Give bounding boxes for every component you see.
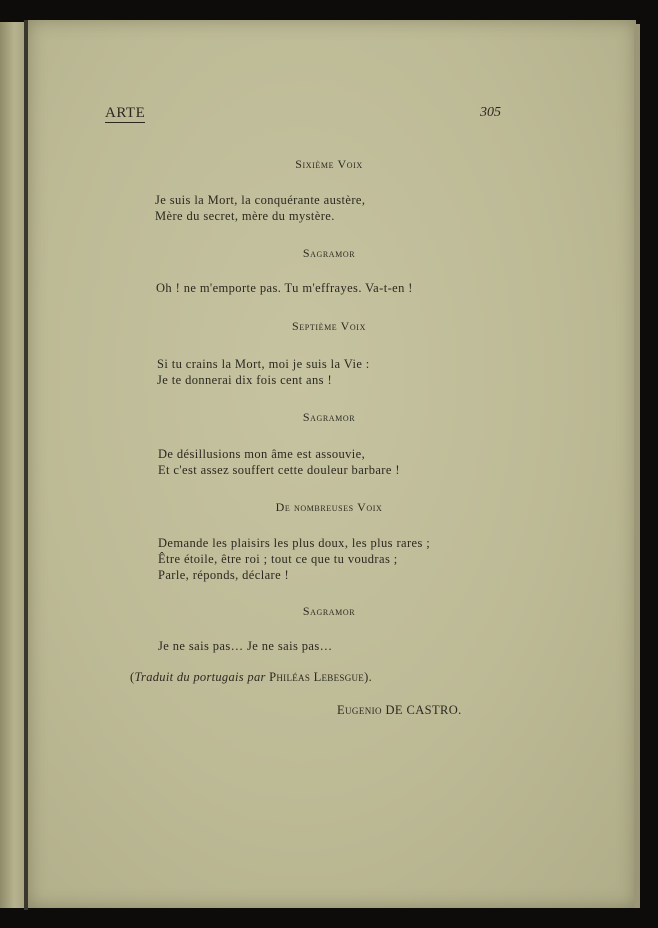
verse-line: Mère du secret, mère du mystère. <box>155 209 335 223</box>
speaker-heading: Sagramor <box>302 246 356 260</box>
verse-line: De désillusions mon âme est assouvie, <box>158 447 366 461</box>
credit-translator: Philéas Lebesgue <box>269 670 365 684</box>
author-last-name: DE CASTRO. <box>385 703 462 717</box>
verse-stanza <box>156 280 413 296</box>
verse-line: Demande les plaisirs les plus doux, les plus rares ; <box>158 536 431 550</box>
verse-stanza <box>158 535 430 583</box>
verse-line: Parle, réponds, déclare ! <box>158 568 290 582</box>
verse-line: Si tu crains la Mort, moi je suis la Vie : <box>157 357 370 371</box>
author-first-name: Eugenio <box>337 703 382 717</box>
speaker-heading: Septième Voix <box>292 319 366 333</box>
verse-line: Je suis la Mort, la conquérante austère, <box>155 193 366 207</box>
page-number: 305 <box>480 105 501 120</box>
verse-line: Être étoile, être roi ; tout ce que tu voudras ; <box>158 552 398 566</box>
speaker-heading: Sagramor <box>302 604 356 618</box>
credit-translated-from: Traduit du portugais par <box>134 670 266 684</box>
running-title: ARTE <box>105 105 146 121</box>
speaker-heading: Sagramor <box>302 410 356 424</box>
previous-page-edge <box>0 22 24 908</box>
speaker-heading: De nombreuses Voix <box>275 500 383 514</box>
author-signature <box>337 703 462 718</box>
credit-close-paren: ). <box>364 670 372 684</box>
verse-stanza <box>158 638 333 654</box>
verse-line: Et c'est assez souffert cette douleur barbare ! <box>158 463 400 477</box>
verse-line: Je te donnerai dix fois cent ans ! <box>157 373 333 387</box>
verse-stanza <box>158 446 400 478</box>
verse-line: Oh ! ne m'emporte pas. Tu m'effrayes. Va-t-en ! <box>156 281 413 295</box>
verse-stanza <box>157 356 370 388</box>
verse-line: Je ne sais pas… Je ne sais pas… <box>158 639 333 653</box>
verse-stanza <box>155 192 365 224</box>
translation-credit <box>130 670 372 685</box>
speaker-heading: Sixième Voix <box>295 157 363 171</box>
credit-open-paren: ( <box>130 670 135 684</box>
